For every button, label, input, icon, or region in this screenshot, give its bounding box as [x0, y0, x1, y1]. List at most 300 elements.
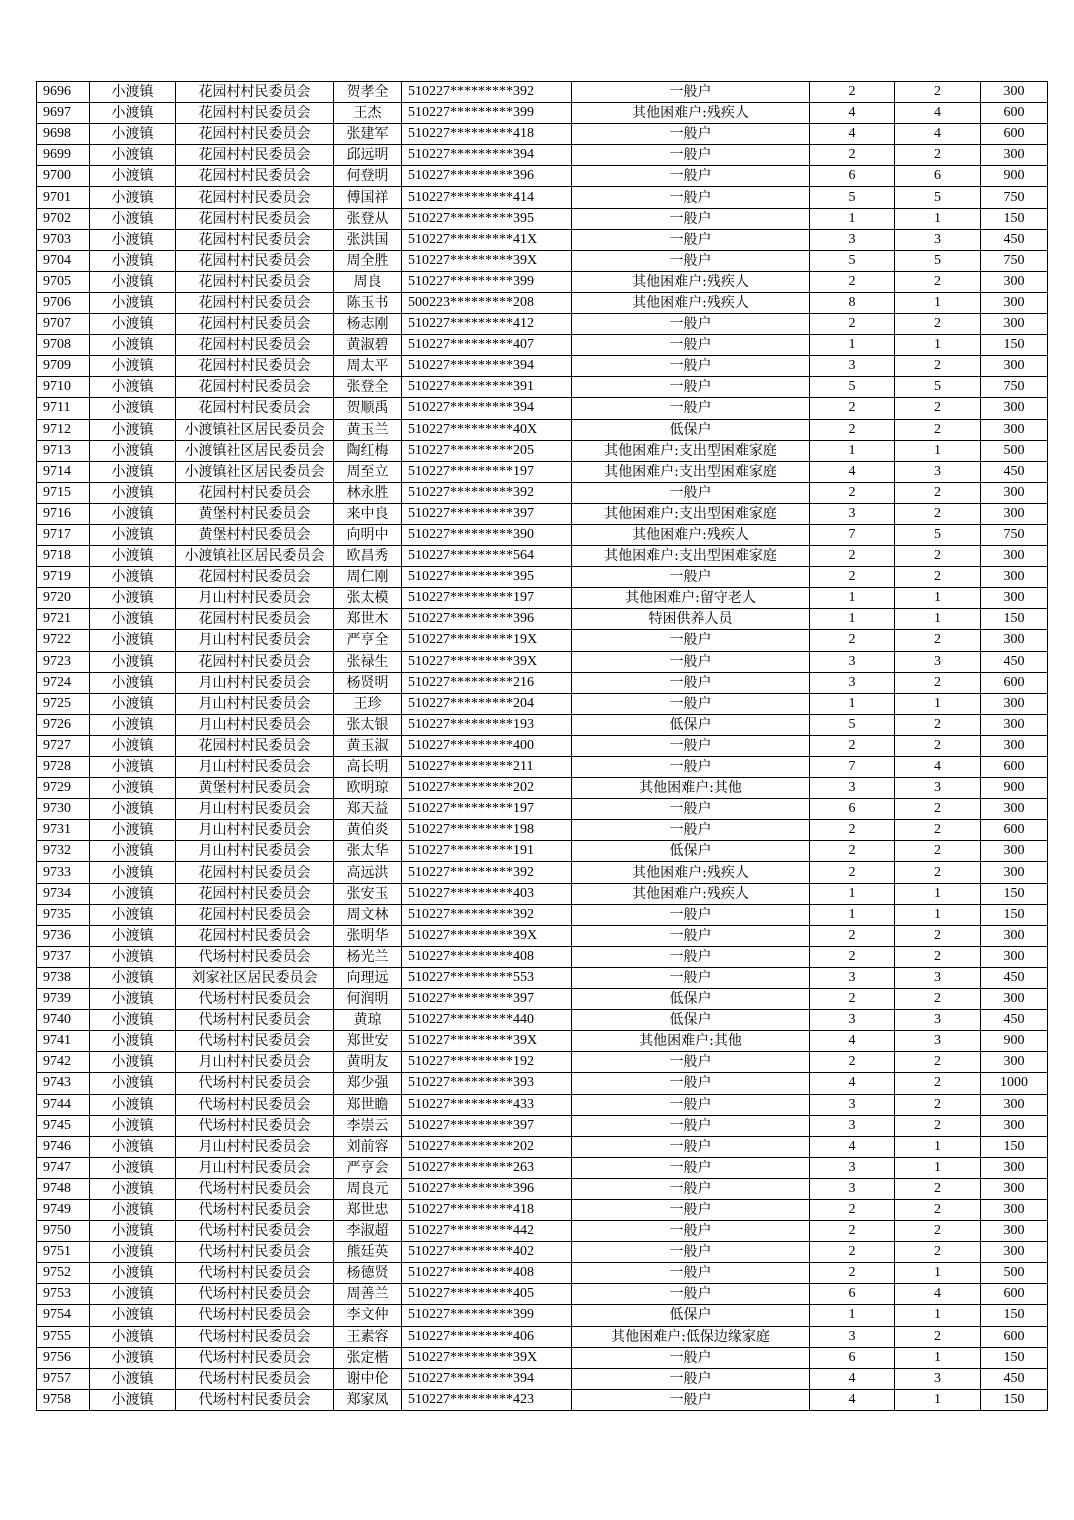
amount-cell: 300	[981, 356, 1048, 377]
id-number-cell: 510227*********396	[402, 166, 572, 187]
serial-cell: 9710	[37, 377, 90, 398]
family-size-cell: 1	[810, 335, 895, 356]
amount-cell: 600	[981, 1284, 1048, 1305]
table-row	[37, 145, 1048, 166]
amount-cell: 900	[981, 1031, 1048, 1052]
name-cell: 张洪国	[334, 229, 402, 250]
id-number-cell: 510227*********39X	[402, 250, 572, 271]
table-row	[37, 1305, 1048, 1326]
amount-cell: 150	[981, 208, 1048, 229]
village-cell: 花园村村民委员会	[176, 883, 334, 904]
amount-cell: 300	[981, 862, 1048, 883]
name-cell: 张太华	[334, 841, 402, 862]
subsidy-persons-cell: 1	[895, 335, 981, 356]
table-row	[37, 967, 1048, 988]
family-size-cell: 3	[810, 356, 895, 377]
family-size-cell: 2	[810, 862, 895, 883]
id-number-cell: 510227*********396	[402, 609, 572, 630]
name-cell: 郑少强	[334, 1073, 402, 1094]
serial-cell: 9722	[37, 630, 90, 651]
family-size-cell: 4	[810, 1368, 895, 1389]
household-type-cell: 其他困难户:残疾人	[572, 862, 810, 883]
id-number-cell: 510227*********216	[402, 672, 572, 693]
town-cell: 小渡镇	[90, 1263, 176, 1284]
name-cell: 何登明	[334, 166, 402, 187]
serial-cell: 9715	[37, 482, 90, 503]
serial-cell: 9743	[37, 1073, 90, 1094]
name-cell: 王杰	[334, 103, 402, 124]
serial-cell: 9714	[37, 461, 90, 482]
village-cell: 月山村村民委员会	[176, 693, 334, 714]
town-cell: 小渡镇	[90, 925, 176, 946]
subsidy-persons-cell: 4	[895, 103, 981, 124]
village-cell: 月山村村民委员会	[176, 672, 334, 693]
table-row	[37, 292, 1048, 313]
table-row	[37, 1389, 1048, 1410]
household-type-cell: 其他困难户:支出型困难家庭	[572, 546, 810, 567]
subsidy-persons-cell: 1	[895, 588, 981, 609]
town-cell: 小渡镇	[90, 103, 176, 124]
household-type-cell: 一般户	[572, 1157, 810, 1178]
subsidy-persons-cell: 2	[895, 503, 981, 524]
subsidy-persons-cell: 2	[895, 1221, 981, 1242]
id-number-cell: 510227*********39X	[402, 651, 572, 672]
name-cell: 周仁刚	[334, 567, 402, 588]
id-number-cell: 510227*********397	[402, 503, 572, 524]
table-row	[37, 630, 1048, 651]
amount-cell: 300	[981, 482, 1048, 503]
town-cell: 小渡镇	[90, 419, 176, 440]
village-cell: 代场村村民委员会	[176, 1073, 334, 1094]
serial-cell: 9706	[37, 292, 90, 313]
table-row	[37, 187, 1048, 208]
name-cell: 李淑超	[334, 1221, 402, 1242]
family-size-cell: 4	[810, 103, 895, 124]
household-type-cell: 一般户	[572, 1115, 810, 1136]
table-row	[37, 946, 1048, 967]
village-cell: 小渡镇社区居民委员会	[176, 546, 334, 567]
id-number-cell: 510227*********197	[402, 588, 572, 609]
table-row	[37, 820, 1048, 841]
village-cell: 代场村村民委员会	[176, 1010, 334, 1031]
table-row	[37, 904, 1048, 925]
name-cell: 郑世忠	[334, 1199, 402, 1220]
name-cell: 高远洪	[334, 862, 402, 883]
table-row	[37, 271, 1048, 292]
name-cell: 郑世瞻	[334, 1094, 402, 1115]
amount-cell: 600	[981, 672, 1048, 693]
subsidy-persons-cell: 4	[895, 757, 981, 778]
id-number-cell: 510227*********197	[402, 799, 572, 820]
family-size-cell: 4	[810, 461, 895, 482]
serial-cell: 9704	[37, 250, 90, 271]
amount-cell: 900	[981, 166, 1048, 187]
household-type-cell: 低保户	[572, 1010, 810, 1031]
amount-cell: 300	[981, 503, 1048, 524]
name-cell: 周良元	[334, 1178, 402, 1199]
family-size-cell: 2	[810, 735, 895, 756]
table-row	[37, 440, 1048, 461]
serial-cell: 9716	[37, 503, 90, 524]
family-size-cell: 2	[810, 820, 895, 841]
amount-cell: 600	[981, 1326, 1048, 1347]
village-cell: 代场村村民委员会	[176, 1263, 334, 1284]
family-size-cell: 4	[810, 1389, 895, 1410]
family-size-cell: 2	[810, 841, 895, 862]
village-cell: 花园村村民委员会	[176, 166, 334, 187]
town-cell: 小渡镇	[90, 778, 176, 799]
table-row	[37, 1242, 1048, 1263]
id-number-cell: 510227*********402	[402, 1242, 572, 1263]
household-type-cell: 一般户	[572, 145, 810, 166]
household-type-cell: 其他困难户:支出型困难家庭	[572, 461, 810, 482]
serial-cell: 9696	[37, 82, 90, 103]
family-size-cell: 1	[810, 208, 895, 229]
table-row	[37, 925, 1048, 946]
serial-cell: 9712	[37, 419, 90, 440]
serial-cell: 9723	[37, 651, 90, 672]
subsidy-persons-cell: 5	[895, 524, 981, 545]
household-type-cell: 低保户	[572, 1305, 810, 1326]
subsidy-persons-cell: 3	[895, 1368, 981, 1389]
table-row	[37, 799, 1048, 820]
serial-cell: 9718	[37, 546, 90, 567]
village-cell: 花园村村民委员会	[176, 377, 334, 398]
village-cell: 代场村村民委员会	[176, 1221, 334, 1242]
town-cell: 小渡镇	[90, 1115, 176, 1136]
table-row	[37, 1368, 1048, 1389]
town-cell: 小渡镇	[90, 672, 176, 693]
serial-cell: 9733	[37, 862, 90, 883]
town-cell: 小渡镇	[90, 567, 176, 588]
table-row	[37, 461, 1048, 482]
subsidy-persons-cell: 1	[895, 904, 981, 925]
id-number-cell: 510227*********408	[402, 1263, 572, 1284]
serial-cell: 9735	[37, 904, 90, 925]
amount-cell: 300	[981, 398, 1048, 419]
village-cell: 花园村村民委员会	[176, 229, 334, 250]
table-row	[37, 588, 1048, 609]
id-number-cell: 510227*********394	[402, 145, 572, 166]
serial-cell: 9750	[37, 1221, 90, 1242]
town-cell: 小渡镇	[90, 651, 176, 672]
subsidy-persons-cell: 1	[895, 1136, 981, 1157]
household-type-cell: 其他困难户:残疾人	[572, 883, 810, 904]
serial-cell: 9725	[37, 693, 90, 714]
village-cell: 月山村村民委员会	[176, 820, 334, 841]
village-cell: 花园村村民委员会	[176, 735, 334, 756]
id-number-cell: 510227*********197	[402, 461, 572, 482]
town-cell: 小渡镇	[90, 1368, 176, 1389]
id-number-cell: 510227*********405	[402, 1284, 572, 1305]
table-row	[37, 883, 1048, 904]
name-cell: 张安玉	[334, 883, 402, 904]
family-size-cell: 2	[810, 419, 895, 440]
serial-cell: 9754	[37, 1305, 90, 1326]
table-row	[37, 103, 1048, 124]
name-cell: 黄琼	[334, 1010, 402, 1031]
serial-cell: 9724	[37, 672, 90, 693]
village-cell: 黄堡村村民委员会	[176, 503, 334, 524]
household-type-cell: 其他困难户:残疾人	[572, 524, 810, 545]
id-number-cell: 510227*********39X	[402, 1031, 572, 1052]
household-type-cell: 特困供养人员	[572, 609, 810, 630]
table-row	[37, 672, 1048, 693]
subsidy-persons-cell: 4	[895, 124, 981, 145]
subsidy-persons-cell: 1	[895, 208, 981, 229]
household-type-cell: 一般户	[572, 925, 810, 946]
family-size-cell: 5	[810, 250, 895, 271]
subsidy-persons-cell: 1	[895, 292, 981, 313]
serial-cell: 9711	[37, 398, 90, 419]
id-number-cell: 510227*********393	[402, 1073, 572, 1094]
amount-cell: 300	[981, 1115, 1048, 1136]
town-cell: 小渡镇	[90, 524, 176, 545]
town-cell: 小渡镇	[90, 1284, 176, 1305]
household-type-cell: 一般户	[572, 820, 810, 841]
family-size-cell: 7	[810, 524, 895, 545]
town-cell: 小渡镇	[90, 862, 176, 883]
id-number-cell: 510227*********392	[402, 862, 572, 883]
subsidy-persons-cell: 6	[895, 166, 981, 187]
table-row	[37, 356, 1048, 377]
id-number-cell: 510227*********406	[402, 1326, 572, 1347]
family-size-cell: 2	[810, 1199, 895, 1220]
subsidy-persons-cell: 2	[895, 820, 981, 841]
table-row	[37, 1073, 1048, 1094]
household-type-cell: 一般户	[572, 693, 810, 714]
table-row	[37, 1115, 1048, 1136]
name-cell: 黄淑碧	[334, 335, 402, 356]
subsidy-persons-cell: 2	[895, 714, 981, 735]
amount-cell: 300	[981, 292, 1048, 313]
serial-cell: 9728	[37, 757, 90, 778]
name-cell: 周文林	[334, 904, 402, 925]
table-row	[37, 166, 1048, 187]
amount-cell: 300	[981, 1221, 1048, 1242]
village-cell: 代场村村民委员会	[176, 1368, 334, 1389]
subsidy-persons-cell: 1	[895, 609, 981, 630]
serial-cell: 9697	[37, 103, 90, 124]
household-type-cell: 一般户	[572, 904, 810, 925]
subsidy-persons-cell: 4	[895, 1284, 981, 1305]
amount-cell: 150	[981, 1136, 1048, 1157]
household-type-cell: 一般户	[572, 651, 810, 672]
household-type-cell: 一般户	[572, 1368, 810, 1389]
town-cell: 小渡镇	[90, 1073, 176, 1094]
village-cell: 代场村村民委员会	[176, 1031, 334, 1052]
subsidy-persons-cell: 2	[895, 630, 981, 651]
name-cell: 傅国祥	[334, 187, 402, 208]
amount-cell: 300	[981, 1178, 1048, 1199]
id-number-cell: 510227*********193	[402, 714, 572, 735]
table-row	[37, 757, 1048, 778]
subsidy-persons-cell: 2	[895, 989, 981, 1010]
town-cell: 小渡镇	[90, 1305, 176, 1326]
subsidy-persons-cell: 2	[895, 1199, 981, 1220]
name-cell: 黄玉兰	[334, 419, 402, 440]
table-row	[37, 1010, 1048, 1031]
subsidy-persons-cell: 3	[895, 1031, 981, 1052]
table-row	[37, 82, 1048, 103]
id-number-cell: 510227*********204	[402, 693, 572, 714]
name-cell: 谢中伦	[334, 1368, 402, 1389]
serial-cell: 9747	[37, 1157, 90, 1178]
name-cell: 王珍	[334, 693, 402, 714]
amount-cell: 150	[981, 335, 1048, 356]
table-row	[37, 693, 1048, 714]
town-cell: 小渡镇	[90, 82, 176, 103]
subsidy-persons-cell: 1	[895, 1389, 981, 1410]
village-cell: 花园村村民委员会	[176, 145, 334, 166]
name-cell: 杨光兰	[334, 946, 402, 967]
subsidy-persons-cell: 2	[895, 1073, 981, 1094]
family-size-cell: 2	[810, 546, 895, 567]
table-row	[37, 419, 1048, 440]
village-cell: 花园村村民委员会	[176, 651, 334, 672]
subsidy-persons-cell: 1	[895, 440, 981, 461]
name-cell: 张明华	[334, 925, 402, 946]
id-number-cell: 510227*********263	[402, 1157, 572, 1178]
household-table	[36, 81, 1048, 1411]
town-cell: 小渡镇	[90, 1199, 176, 1220]
village-cell: 月山村村民委员会	[176, 1157, 334, 1178]
serial-cell: 9699	[37, 145, 90, 166]
name-cell: 郑世木	[334, 609, 402, 630]
town-cell: 小渡镇	[90, 1242, 176, 1263]
table-row	[37, 124, 1048, 145]
name-cell: 周全胜	[334, 250, 402, 271]
name-cell: 李崇云	[334, 1115, 402, 1136]
village-cell: 花园村村民委员会	[176, 103, 334, 124]
town-cell: 小渡镇	[90, 1010, 176, 1031]
name-cell: 向明中	[334, 524, 402, 545]
id-number-cell: 510227*********211	[402, 757, 572, 778]
household-type-cell: 其他困难户:其他	[572, 778, 810, 799]
subsidy-persons-cell: 3	[895, 461, 981, 482]
family-size-cell: 2	[810, 145, 895, 166]
town-cell: 小渡镇	[90, 841, 176, 862]
village-cell: 刘家社区居民委员会	[176, 967, 334, 988]
serial-cell: 9730	[37, 799, 90, 820]
serial-cell: 9701	[37, 187, 90, 208]
id-number-cell: 510227*********392	[402, 482, 572, 503]
village-cell: 小渡镇社区居民委员会	[176, 419, 334, 440]
household-type-cell: 一般户	[572, 356, 810, 377]
town-cell: 小渡镇	[90, 1031, 176, 1052]
id-number-cell: 510227*********40X	[402, 419, 572, 440]
name-cell: 向理远	[334, 967, 402, 988]
family-size-cell: 3	[810, 1326, 895, 1347]
serial-cell: 9717	[37, 524, 90, 545]
subsidy-persons-cell: 2	[895, 1115, 981, 1136]
id-number-cell: 510227*********395	[402, 567, 572, 588]
subsidy-persons-cell: 2	[895, 314, 981, 335]
serial-cell: 9713	[37, 440, 90, 461]
family-size-cell: 1	[810, 693, 895, 714]
household-type-cell: 一般户	[572, 946, 810, 967]
amount-cell: 300	[981, 693, 1048, 714]
subsidy-persons-cell: 1	[895, 1157, 981, 1178]
family-size-cell: 6	[810, 1347, 895, 1368]
serial-cell: 9756	[37, 1347, 90, 1368]
household-type-cell: 一般户	[572, 377, 810, 398]
table-row	[37, 250, 1048, 271]
family-size-cell: 2	[810, 271, 895, 292]
id-number-cell: 510227*********41X	[402, 229, 572, 250]
serial-cell: 9734	[37, 883, 90, 904]
town-cell: 小渡镇	[90, 271, 176, 292]
table-row	[37, 1263, 1048, 1284]
household-type-cell: 其他困难户:残疾人	[572, 103, 810, 124]
village-cell: 花园村村民委员会	[176, 82, 334, 103]
amount-cell: 150	[981, 883, 1048, 904]
subsidy-persons-cell: 2	[895, 672, 981, 693]
subsidy-persons-cell: 2	[895, 145, 981, 166]
amount-cell: 300	[981, 567, 1048, 588]
serial-cell: 9744	[37, 1094, 90, 1115]
name-cell: 周太平	[334, 356, 402, 377]
name-cell: 黄玉淑	[334, 735, 402, 756]
household-type-cell: 一般户	[572, 735, 810, 756]
village-cell: 月山村村民委员会	[176, 588, 334, 609]
subsidy-persons-cell: 3	[895, 967, 981, 988]
town-cell: 小渡镇	[90, 799, 176, 820]
village-cell: 月山村村民委员会	[176, 630, 334, 651]
table-row	[37, 778, 1048, 799]
id-number-cell: 510227*********412	[402, 314, 572, 335]
town-cell: 小渡镇	[90, 1157, 176, 1178]
town-cell: 小渡镇	[90, 124, 176, 145]
household-type-cell: 一般户	[572, 250, 810, 271]
family-size-cell: 6	[810, 166, 895, 187]
village-cell: 月山村村民委员会	[176, 799, 334, 820]
table-row	[37, 609, 1048, 630]
village-cell: 花园村村民委员会	[176, 904, 334, 925]
family-size-cell: 3	[810, 1178, 895, 1199]
amount-cell: 300	[981, 419, 1048, 440]
town-cell: 小渡镇	[90, 356, 176, 377]
subsidy-persons-cell: 3	[895, 778, 981, 799]
household-type-cell: 一般户	[572, 1242, 810, 1263]
village-cell: 黄堡村村民委员会	[176, 524, 334, 545]
name-cell: 杨德贤	[334, 1263, 402, 1284]
village-cell: 月山村村民委员会	[176, 757, 334, 778]
household-type-cell: 一般户	[572, 82, 810, 103]
subsidy-persons-cell: 2	[895, 799, 981, 820]
village-cell: 花园村村民委员会	[176, 398, 334, 419]
village-cell: 花园村村民委员会	[176, 124, 334, 145]
family-size-cell: 5	[810, 377, 895, 398]
village-cell: 花园村村民委员会	[176, 609, 334, 630]
name-cell: 来中良	[334, 503, 402, 524]
town-cell: 小渡镇	[90, 546, 176, 567]
town-cell: 小渡镇	[90, 820, 176, 841]
name-cell: 周良	[334, 271, 402, 292]
family-size-cell: 2	[810, 482, 895, 503]
subsidy-persons-cell: 5	[895, 377, 981, 398]
amount-cell: 500	[981, 440, 1048, 461]
amount-cell: 300	[981, 841, 1048, 862]
family-size-cell: 2	[810, 82, 895, 103]
town-cell: 小渡镇	[90, 335, 176, 356]
serial-cell: 9732	[37, 841, 90, 862]
serial-cell: 9720	[37, 588, 90, 609]
household-type-cell: 其他困难户:其他	[572, 1031, 810, 1052]
town-cell: 小渡镇	[90, 145, 176, 166]
household-type-cell: 一般户	[572, 1199, 810, 1220]
table-row	[37, 1199, 1048, 1220]
